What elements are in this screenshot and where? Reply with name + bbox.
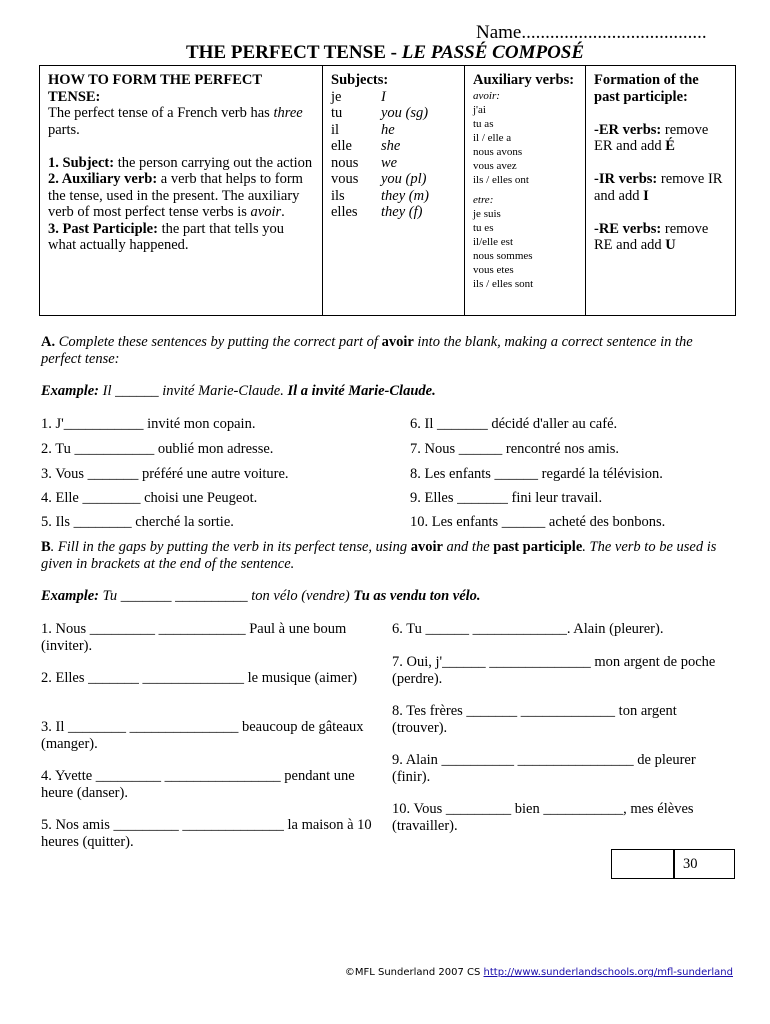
avoir-form: il / elle a	[473, 131, 512, 144]
subject-fr: elle	[331, 138, 352, 154]
subject-row	[331, 89, 456, 106]
subject-fr: vous	[331, 171, 359, 187]
subject-en: they (m)	[381, 187, 429, 204]
exercise-a-item[interactable]: 7. Nous ______ rencontré nos amis.	[410, 441, 620, 457]
name-field[interactable]: Name.......................................	[476, 22, 707, 43]
exercise-b-item[interactable]: 6. Tu ______ _____________. Alain (pleurer).	[392, 621, 664, 637]
score-box[interactable]	[611, 849, 735, 879]
etre-form: je suis	[473, 207, 501, 220]
subject-en: you (sg)	[381, 105, 429, 121]
subject-en: she	[381, 138, 401, 154]
etre-form: tu es	[473, 221, 494, 234]
subject-fr: je	[331, 88, 342, 105]
section-b-instructions: B. Fill in the gaps by putting the verb in its perfect tense, using avoir and the past participle. The verb to be used is given in brackets at the end of the sentence.	[41, 539, 717, 572]
participle-cell: Formation of the past participle: -ER verbs: remove ER and add É -IR verbs: remove IR and add I -RE verbs: remove RE and add U	[586, 66, 736, 316]
etre-form: il/elle est	[473, 235, 514, 248]
avoir-form: nous avons	[473, 145, 523, 158]
exercise-b-item[interactable]: 10. Vous _________ bien ___________, mes élèves (travailler).	[392, 801, 694, 834]
exercise-b-item[interactable]: 5. Nos amis _________ ______________ la maison à 10 heures (quitter).	[41, 817, 372, 850]
subject-fr: nous	[331, 154, 359, 171]
auxiliary-heading: Auxiliary verbs:	[473, 72, 575, 88]
avoir-form: j'ai	[473, 103, 486, 116]
exercise-b-item[interactable]: 2. Elles _______ ______________ le musique (aimer)	[41, 670, 358, 686]
footer-link[interactable]: http://www.sunderlandschools.org/mfl-sunderland	[483, 967, 733, 978]
subject-row	[331, 171, 456, 188]
exercise-a-item[interactable]: 9. Elles _______ fini leur travail.	[410, 490, 603, 506]
avoir-form: ils / elles ont	[473, 173, 529, 186]
exercise-a-item[interactable]: 10. Les enfants ______ acheté des bonbons.	[410, 514, 666, 530]
subject-row	[331, 105, 456, 122]
subject-en: he	[381, 121, 395, 138]
section-a-example: Example: Il ______ invité Marie-Claude. Il a invité Marie-Claude.	[41, 383, 436, 399]
subject-en: they (f)	[381, 204, 423, 220]
etre-form: ils / elles sont	[473, 277, 534, 290]
exercise-b-item[interactable]: 7. Oui, j'______ ______________ mon argent de poche (perdre).	[392, 654, 716, 687]
subject-row	[331, 138, 456, 155]
subject-fr: ils	[331, 187, 345, 204]
exercise-a-item[interactable]: 6. Il _______ décidé d'aller au café.	[410, 416, 618, 432]
subject-row	[331, 188, 456, 205]
exercise-a-item[interactable]: 4. Elle ________ choisi une Peugeot.	[41, 490, 258, 506]
subject-row	[331, 204, 456, 221]
subject-fr: elles	[331, 204, 358, 220]
avoir-form: vous avez	[473, 159, 517, 172]
exercise-b-item[interactable]: 8. Tes frères _______ _____________ ton argent (trouver).	[392, 703, 677, 736]
etre-form: vous etes	[473, 263, 514, 276]
subject-en: you (pl)	[381, 171, 427, 187]
how-to-heading: HOW TO FORM THE PERFECT TENSE:	[48, 72, 262, 105]
auxiliary-cell: Auxiliary verbs: avoir: j'ai tu as il / elle a nous avons vous avez ils / elles ont etre: je suis tu es il/elle est nous sommes vous etes ils / elles sont	[465, 66, 586, 316]
subject-row	[331, 155, 456, 172]
participle-heading: Formation of the past participle:	[594, 72, 699, 105]
info-table	[39, 65, 736, 316]
section-b-example: Example: Tu _______ __________ ton vélo (vendre) Tu as vendu ton vélo.	[41, 588, 481, 604]
subjects-cell	[323, 66, 465, 316]
avoir-form: tu as	[473, 117, 494, 130]
subject-en: I	[381, 88, 386, 105]
exercise-a-item[interactable]: 5. Ils ________ cherché la sortie.	[41, 514, 234, 530]
how-to-cell: HOW TO FORM THE PERFECT TENSE: The perfect tense of a French verb has three parts. 1. Subject: the person carrying out the action 2. Auxiliary verb: a verb that helps to form the tense, used in the present. The auxiliary verb of most perfect tense verbs is avoir. 3. Past Participle: the part that tells you what actually happened.	[40, 66, 323, 316]
subject-fr: il	[331, 121, 340, 138]
section-a-instructions: A. Complete these sentences by putting the correct part of avoir into the blank, making a correct sentence in the perfect tense:	[41, 334, 693, 367]
exercise-b-item[interactable]: 4. Yvette _________ ________________ pendant une heure (danser).	[41, 768, 355, 801]
page-title: THE PERFECT TENSE - LE PASSÉ COMPOSÉ	[185, 42, 585, 63]
etre-form: nous sommes	[473, 249, 533, 262]
subject-en: we	[381, 154, 398, 171]
subjects-heading: Subjects:	[331, 72, 389, 88]
exercise-b-item[interactable]: 9. Alain __________ ________________ de pleurer (finir).	[392, 752, 696, 785]
exercise-b-item[interactable]: 1. Nous _________ ____________ Paul à une boum (inviter).	[41, 621, 347, 654]
exercise-a-item[interactable]: 2. Tu ___________ oublié mon adresse.	[41, 441, 274, 457]
exercise-a-item[interactable]: 8. Les enfants ______ regardé la télévision.	[410, 466, 663, 482]
subject-row	[331, 122, 456, 139]
exercise-a-item[interactable]: 1. J'___________ invité mon copain.	[41, 416, 256, 432]
score-total: 30	[683, 856, 698, 872]
footer: ©MFL Sunderland 2007 CS http://www.sunderlandschools.org/mfl-sunderland	[344, 967, 733, 978]
subject-fr: tu	[331, 105, 343, 121]
exercise-b-item[interactable]: 3. Il ________ _______________ beaucoup de gâteaux (manger).	[41, 719, 364, 752]
exercise-a-item[interactable]: 3. Vous _______ préféré une autre voiture.	[41, 466, 289, 482]
